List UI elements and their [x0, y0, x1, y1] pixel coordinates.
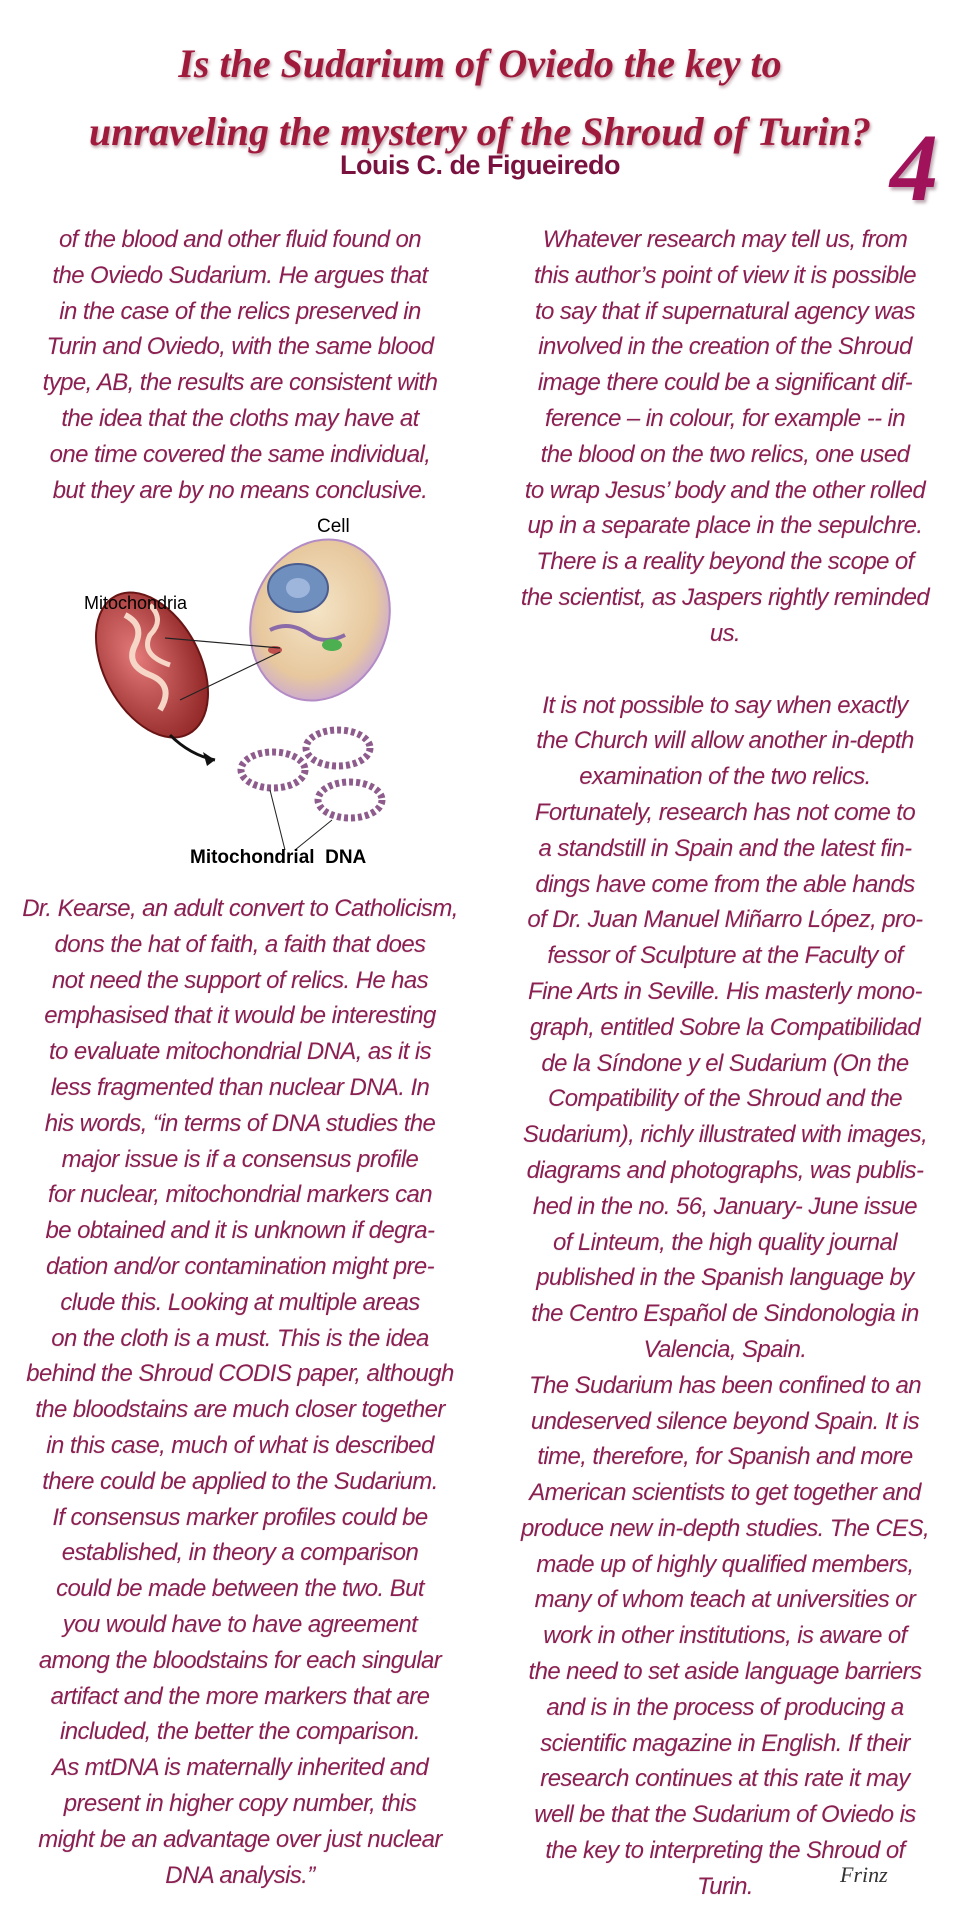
page-number: 4: [890, 114, 938, 221]
author-byline: Louis C. de Figueiredo: [339, 150, 620, 180]
text-line: included, the better the comparison.: [60, 1718, 420, 1746]
text-line: his words, “in terms of DNA studies the: [44, 1109, 436, 1137]
text-line: well be that the Sudarium of Oviedo is: [534, 1801, 916, 1829]
text-line: ference – in colour, for example -- in: [544, 404, 906, 432]
text-line: you would have to have agreement: [62, 1610, 418, 1638]
text-line: There is a reality beyond the scope of: [536, 548, 914, 576]
text-line: hed in the no. 56, January- June issue: [532, 1192, 918, 1220]
text-line: graph, entitled Sobre la Compatibilidad: [529, 1013, 921, 1041]
right-paragraph-2: [510, 688, 940, 1905]
text-line: there could be applied to the Sudarium.: [42, 1467, 438, 1495]
text-line: produce new in-depth studies. The CES,: [520, 1514, 930, 1542]
text-line: image there could be a significant dif-: [537, 369, 913, 397]
article-title: [40, 30, 920, 166]
text-line: this author’s point of view it is possible: [533, 261, 917, 289]
text-line: the bloodstains are much closer together: [35, 1396, 445, 1424]
text-line: Turin.: [697, 1872, 753, 1900]
text-line: on the cloth is a must. This is the idea: [51, 1324, 429, 1352]
text-line: but they are by no means conclusive.: [52, 476, 428, 504]
text-line: for nuclear, mitochondrial markers can: [47, 1181, 433, 1209]
text-line: undeserved silence beyond Spain. It is: [530, 1407, 920, 1435]
text-line: Sudarium), richly illustrated with images,: [522, 1121, 928, 1149]
text-line: Valencia, Spain.: [643, 1335, 807, 1363]
text-line: dings have come from the able hands: [535, 870, 915, 898]
mtdna-ring-2: [306, 730, 370, 766]
title-line-1: Is the Sudarium of Oviedo the key to: [178, 41, 782, 86]
text-line: many of whom teach at universities or: [534, 1586, 916, 1614]
text-line: made up of highly qualified members,: [536, 1550, 914, 1578]
text-line: in the case of the relics preserved in: [59, 297, 421, 325]
title-line-2: unraveling the mystery of the Shroud of Turin?: [89, 109, 871, 154]
text-line: be obtained and it is unknown if degra-: [45, 1217, 435, 1245]
mtdna-ring-3: [318, 782, 382, 818]
text-line: Turin and Oviedo, with the same blood: [46, 333, 434, 361]
text-line: the Centro Español de Sindonologia in: [531, 1300, 919, 1328]
text-line: in this case, much of what is described: [46, 1431, 434, 1459]
text-line: work in other institutions, is aware of: [543, 1622, 907, 1650]
artist-signature: Frinz: [840, 1862, 888, 1887]
text-line: the need to set aside language barriers: [528, 1658, 922, 1686]
text-line: up in a separate place in the sepulchre.: [527, 512, 923, 540]
text-line: dation and/or contamination might pre-: [45, 1252, 435, 1280]
text-line: among the bloodstains for each singular: [38, 1646, 442, 1674]
text-line: type, AB, the results are consistent with: [42, 369, 438, 397]
text-line: artifact and the more markers that are: [50, 1682, 430, 1710]
text-line: the idea that the cloths may have at: [61, 404, 419, 432]
text-line: of Dr. Juan Manuel Miñarro López, pro-: [527, 906, 923, 934]
label-cell: Cell: [317, 516, 350, 537]
text-line: present in higher copy number, this: [63, 1789, 417, 1817]
text-line: American scientists to get together and: [529, 1479, 921, 1507]
text-line: time, therefore, for Spanish and more: [537, 1443, 913, 1471]
label-mitochondrial-dna: Mitochondrial DNA: [190, 847, 367, 868]
text-line: The Sudarium has been confined to an: [528, 1371, 921, 1399]
text-line: major issue is if a consensus profile: [61, 1145, 419, 1173]
text-line: the scientist, as Jaspers rightly reminded: [520, 583, 930, 611]
text-line: de la Síndone y el Sudarium (On the: [541, 1049, 909, 1077]
text-line: the blood on the two relics, one used: [540, 440, 910, 468]
text-line: less fragmented than nuclear DNA. In: [50, 1073, 430, 1101]
text-line: Whatever research may tell us, from: [542, 226, 908, 253]
text-line: Compatibility of the Shroud and the: [548, 1085, 902, 1113]
paragraph-gap: [510, 652, 940, 688]
left-column-bottom-text: [20, 891, 460, 1893]
text-line: involved in the creation of the Shroud: [538, 333, 912, 361]
text-line: to evaluate mitochondrial DNA, as it is: [48, 1038, 432, 1066]
label-mitochondria: Mitochondria: [84, 593, 188, 613]
text-line: fessor of Sculpture at the Faculty of: [547, 942, 903, 970]
text-line: might be an advantage over just nuclear: [38, 1825, 442, 1853]
mtdna-ring-1: [241, 752, 305, 788]
text-line: of the blood and other fluid found on: [58, 226, 422, 253]
text-line: and is in the process of producing a: [546, 1693, 904, 1721]
text-line: Fine Arts in Seville. His masterly mono-: [528, 977, 922, 1005]
text-line: dons the hat of faith, a faith that does: [54, 930, 426, 958]
text-line: a standstill in Spain and the latest fin-: [538, 834, 912, 862]
text-line: DNA analysis.”: [165, 1861, 315, 1889]
text-line: examination of the two relics.: [579, 763, 871, 791]
text-line: the key to interpreting the Shroud of: [545, 1837, 905, 1865]
text-line: us.: [709, 619, 741, 647]
text-line: to wrap Jesus’ body and the other rolled: [524, 476, 926, 504]
text-line: behind the Shroud CODIS paper, although: [26, 1360, 454, 1388]
left-column-top-text: [30, 222, 450, 508]
text-line: clude this. Looking at multiple areas: [60, 1288, 420, 1316]
text-line: It is not possible to say when exactly: [542, 691, 908, 719]
text-line: published in the Spanish language by: [536, 1264, 914, 1292]
text-line: could be made between the two. But: [56, 1575, 424, 1603]
text-line: to say that if supernatural agency was: [534, 297, 916, 325]
text-line: of Linteum, the high quality journal: [553, 1228, 897, 1256]
text-line: the Church will allow another in-depth: [536, 727, 914, 755]
text-line: scientific magazine in English. If their: [540, 1729, 910, 1757]
text-line: Fortunately, research has not come to: [534, 798, 916, 826]
text-line: the Oviedo Sudarium. He argues that: [52, 261, 428, 289]
cell-diagram-illustration: [70, 520, 410, 880]
text-line: emphasised that it would be interesting: [44, 1002, 436, 1030]
text-line: As mtDNA is maternally inherited and: [51, 1754, 429, 1782]
mitochondria-figure: [70, 516, 410, 880]
text-line: not need the support of relics. He has: [51, 966, 429, 994]
right-column-text: [510, 222, 940, 1905]
text-line: one time covered the same individual,: [49, 440, 431, 468]
cell-body: [228, 520, 410, 720]
right-paragraph-1: [510, 222, 940, 652]
text-line: Dr. Kearse, an adult convert to Catholicism,: [22, 895, 458, 922]
text-line: established, in theory a comparison: [61, 1539, 419, 1567]
text-line: If consensus marker profiles could be: [52, 1503, 428, 1531]
text-line: research continues at this rate it may: [540, 1765, 910, 1793]
text-line: diagrams and photographs, was publis-: [526, 1156, 924, 1184]
